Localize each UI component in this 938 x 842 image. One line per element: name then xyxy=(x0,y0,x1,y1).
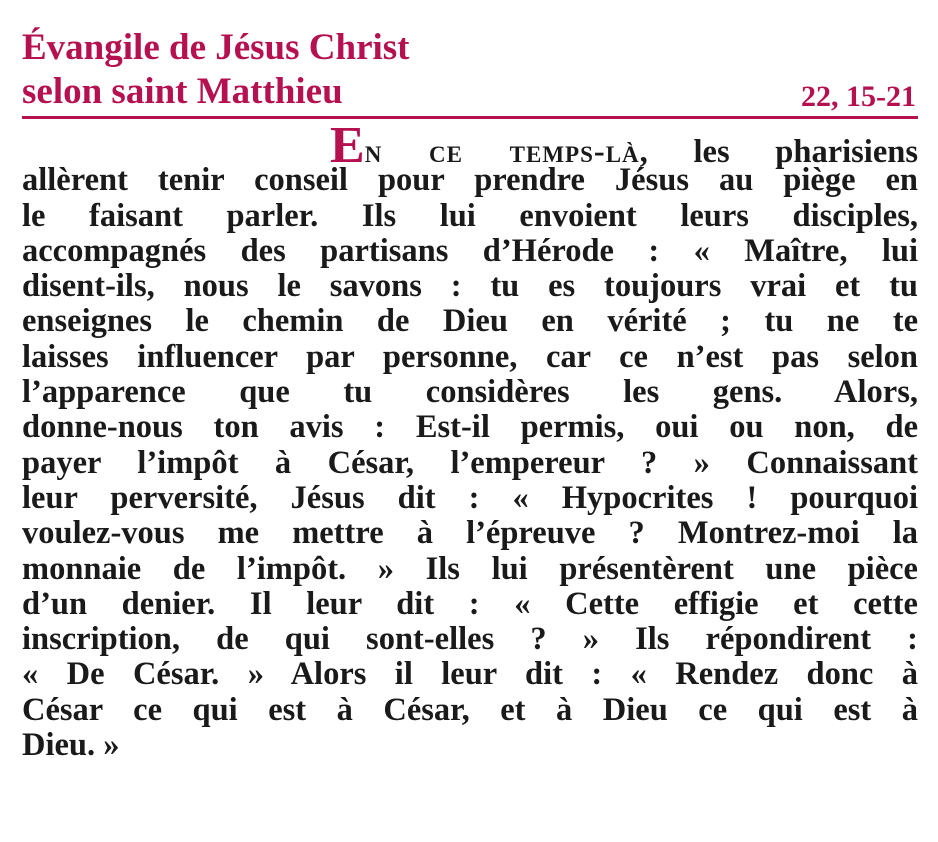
passage-line: disent-ils, nous le savons : tu es toujours vrai et tu xyxy=(22,268,918,305)
passage-line: monnaie de l’impôt. » Ils lui présentèrent une pièce xyxy=(22,550,918,587)
passage-line: donne-nous ton avis : Est-il permis, oui ou non, de xyxy=(22,409,918,446)
passage-line: « De César. » Alors il leur dit : « Rendez donc à xyxy=(22,656,918,693)
passage-line: César ce qui est à César, et à Dieu ce qui est à xyxy=(22,691,918,728)
gospel-title-line-1: Évangile de Jésus Christ xyxy=(22,27,410,68)
passage-line-last: Dieu. » xyxy=(22,727,120,764)
passage-line: d’un denier. Il leur dit : « Cette effigie et cette xyxy=(22,585,918,622)
gospel-header xyxy=(22,28,918,118)
verse-reference: 22, 15-21 xyxy=(801,80,916,113)
passage-line: le faisant parler. Ils lui envoient leurs disciples, xyxy=(22,197,918,234)
passage-line: laisses influencer par personne, car ce n’est pas selon xyxy=(22,338,918,375)
passage-line: allèrent tenir conseil pour prendre Jésus au piège en xyxy=(22,162,918,199)
passage-line: voulez-vous me mettre à l’épreuve ? Montrez-moi la xyxy=(22,515,918,552)
opening-small-caps: n ce temps-là xyxy=(364,134,640,170)
passage-line-first xyxy=(22,117,918,174)
gospel-passage xyxy=(22,117,918,764)
header-divider xyxy=(22,116,918,119)
drop-cap: E xyxy=(330,117,365,174)
passage-line: leur perversité, Jésus dit : « Hypocrites ! pourquoi xyxy=(22,479,918,516)
passage-line: enseignes le chemin de Dieu en vérité ; tu ne te xyxy=(22,303,918,340)
passage-line: payer l’impôt à César, l’empereur ? » Connaissant xyxy=(22,444,918,481)
passage-line: l’apparence que tu considères les gens. Alors, xyxy=(22,374,918,411)
passage-line: accompagnés des partisans d’Hérode : « Maître, lui xyxy=(22,232,918,269)
passage-line: inscription, de qui sont-elles ? » Ils répondirent : xyxy=(22,621,918,658)
first-line-rest: , les pharisiens xyxy=(639,134,918,170)
gospel-title-line-2: selon saint Matthieu xyxy=(22,71,343,112)
